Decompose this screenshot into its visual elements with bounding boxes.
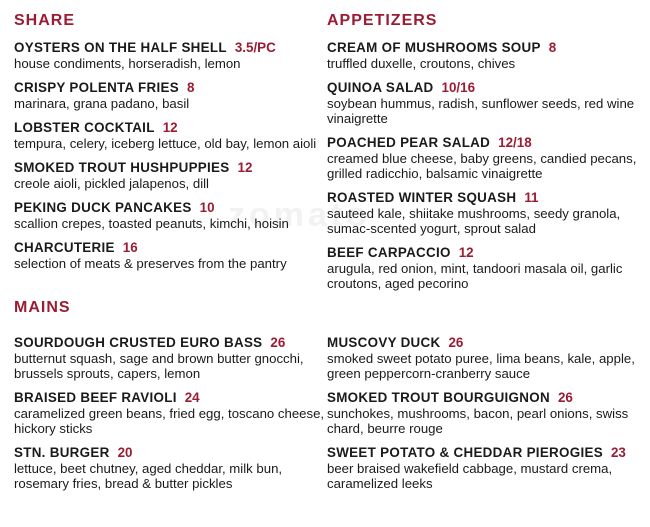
menu-item-name: SOURDOUGH CRUSTED EURO BASS: [14, 335, 263, 350]
menu-item-heading: [14, 160, 326, 176]
section-title-share: SHARE: [14, 12, 76, 29]
section-title-mains: MAINS: [14, 299, 71, 316]
menu-item-description: beer braised wakefield cabbage, mustard crema, caramelized leeks: [327, 461, 613, 491]
menu-item-price: 11: [524, 190, 539, 205]
menu-item-heading: [14, 80, 326, 96]
menu-item-name: SWEET POTATO & CHEDDAR PIEROGIES: [327, 445, 603, 460]
menu-item-description: house condiments, horseradish, lemon: [14, 56, 241, 71]
menu-item-name: SMOKED TROUT BOURGUIGNON: [327, 390, 550, 405]
menu-item: [327, 80, 639, 126]
mains-section: [14, 299, 326, 317]
menu-item-description: arugula, red onion, mint, tandoori masala oil, garlic croutons, aged pecorino: [327, 261, 623, 291]
menu-item-price: 23: [610, 445, 626, 460]
menu-item: [14, 80, 326, 111]
menu-item: [14, 335, 326, 381]
menu-item-heading: [14, 445, 326, 461]
menu-item-price: 8: [548, 40, 557, 55]
menu-item: [327, 335, 639, 381]
menu-item-heading: [14, 390, 326, 406]
menu-item-name: BRAISED BEEF RAVIOLI: [14, 390, 177, 405]
share-list: [14, 40, 326, 271]
menu-item: [14, 120, 326, 151]
menu-item-price: 8: [186, 80, 195, 95]
menu-item-description: selection of meats & preserves from the pantry: [14, 256, 287, 271]
menu-item: [327, 390, 639, 436]
menu-item-heading: [327, 445, 639, 461]
menu-item-name: STN. BURGER: [14, 445, 110, 460]
menu-item-name: SMOKED TROUT HUSHPUPPIES: [14, 160, 230, 175]
menu-item-description: scallion crepes, toasted peanuts, kimchi, hoisin: [14, 216, 289, 231]
menu-item-price: 20: [117, 445, 133, 460]
menu-item-name: MUSCOVY DUCK: [327, 335, 441, 350]
menu-item-price: 26: [448, 335, 464, 350]
menu-item: [327, 445, 639, 491]
menu-item-description: lettuce, beet chutney, aged cheddar, milk bun, rosemary fries, bread & butter pickles: [14, 461, 283, 491]
menu-item-price: 10: [199, 200, 215, 215]
menu-item: [327, 190, 639, 236]
menu-item-name: QUINOA SALAD: [327, 80, 434, 95]
menu-item: [327, 245, 639, 291]
menu-item: [327, 135, 639, 181]
menu-item-heading: [327, 135, 639, 151]
menu-item-heading: [327, 190, 639, 206]
menu-item-heading: [327, 245, 639, 261]
menu-item-name: ROASTED WINTER SQUASH: [327, 190, 517, 205]
appetizers-list: [327, 40, 639, 291]
menu-item-name: LOBSTER COCKTAIL: [14, 120, 155, 135]
menu-item-name: BEEF CARPACCIO: [327, 245, 451, 260]
menu-item-description: truffled duxelle, croutons, chives: [327, 56, 516, 71]
menu-item-price: 10/16: [441, 80, 476, 95]
menu-item-description: tempura, celery, iceberg lettuce, old bay, lemon aioli: [14, 136, 317, 151]
menu-item-description: creole aioli, pickled jalapenos, dill: [14, 176, 209, 191]
section-title-appetizers: APPETIZERS: [327, 12, 438, 29]
menu-item-heading: [327, 80, 639, 96]
menu-item-heading: [327, 335, 639, 351]
menu-item-price: 12: [237, 160, 253, 175]
menu-item: [14, 240, 326, 271]
menu-item-name: POACHED PEAR SALAD: [327, 135, 491, 150]
menu-item-name: CREAM OF MUSHROOMS SOUP: [327, 40, 541, 55]
menu-item-name: OYSTERS ON THE HALF SHELL: [14, 40, 227, 55]
menu-item: [14, 200, 326, 231]
mains-right-list: [327, 335, 639, 491]
menu-item-price: 26: [557, 390, 573, 405]
menu-item: [14, 445, 326, 491]
menu-item-name: CHARCUTERIE: [14, 240, 115, 255]
menu-item-heading: [14, 200, 326, 216]
menu-item-price: 12: [162, 120, 178, 135]
menu-item: [14, 40, 326, 71]
menu-item-price: 12/18: [498, 135, 532, 150]
menu-item-description: smoked sweet potato puree, lima beans, kale, apple, green peppercorn-cranberry sauce: [327, 351, 635, 381]
menu-item-price: 24: [184, 390, 200, 405]
mains-left-column: [14, 335, 326, 500]
menu-item-description: caramelized green beans, fried egg, toscano cheese, hickory sticks: [14, 406, 325, 436]
menu-item-price: 26: [270, 335, 286, 350]
menu-item-price: 3.5/PC: [234, 40, 276, 55]
menu-item-description: sauteed kale, shiitake mushrooms, seedy granola, sumac-scented yogurt, sprout salad: [327, 206, 621, 236]
menu-item-heading: [14, 240, 326, 256]
menu-item-description: soybean hummus, radish, sunflower seeds, red wine vinaigrette: [327, 96, 635, 126]
menu-item-heading: [14, 335, 326, 351]
menu-item-name: PEKING DUCK PANCAKES: [14, 200, 192, 215]
menu-item-heading: [327, 390, 639, 406]
mains-left-list: [14, 335, 326, 491]
menu-item: [14, 160, 326, 191]
menu-item-name: CRISPY POLENTA FRIES: [14, 80, 179, 95]
menu-item-heading: [327, 40, 639, 56]
menu-item: [327, 40, 639, 71]
menu-item-heading: [14, 40, 326, 56]
menu-item-description: marinara, grana padano, basil: [14, 96, 190, 111]
appetizers-section: [327, 12, 639, 300]
menu-item-price: 12: [458, 245, 474, 260]
mains-right-column: [327, 335, 639, 500]
menu-item-price: 16: [122, 240, 138, 255]
share-section: [14, 12, 326, 280]
menu-item-description: creamed blue cheese, baby greens, candied pecans, grilled radicchio, balsamic vinaigrette: [327, 151, 637, 181]
menu-item-description: sunchokes, mushrooms, bacon, pearl onions, swiss chard, beurre rouge: [327, 406, 629, 436]
menu-item: [14, 390, 326, 436]
menu-item-description: butternut squash, sage and brown butter gnocchi, brussels sprouts, capers, lemon: [14, 351, 304, 381]
watermark: zomato: [228, 196, 371, 234]
menu-item-heading: [14, 120, 326, 136]
